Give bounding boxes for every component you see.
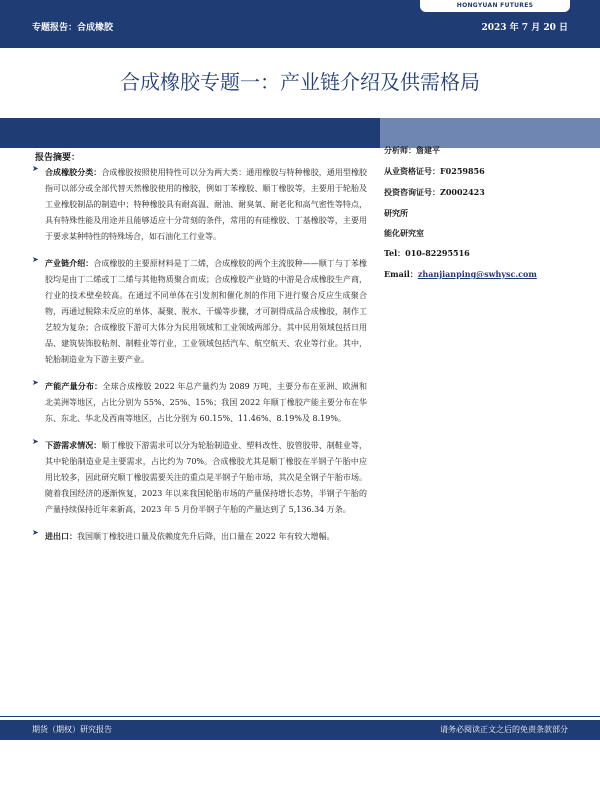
tel-label: Tel： bbox=[384, 248, 406, 258]
license-value: F0259856 bbox=[440, 166, 485, 176]
consult-value: Z0002423 bbox=[440, 187, 485, 197]
analyst-info bbox=[384, 140, 584, 285]
license-label: 从业资格证号： bbox=[384, 166, 440, 176]
summary-paragraph bbox=[45, 528, 367, 545]
arrow-bullet-icon: ➤ bbox=[32, 528, 39, 537]
tel-row bbox=[384, 243, 584, 264]
department: 研究所 bbox=[384, 208, 408, 218]
arrow-bullet-icon: ➤ bbox=[32, 437, 39, 446]
item-heading: 产业链介绍： bbox=[45, 258, 94, 268]
item-heading: 下游需求情况： bbox=[45, 440, 102, 450]
footer-left: 期货（期权）研究报告 bbox=[32, 725, 112, 734]
footer-divider bbox=[0, 716, 600, 717]
arrow-bullet-icon: ➤ bbox=[32, 255, 39, 264]
email-label: Email： bbox=[384, 269, 418, 279]
email-link[interactable]: zhanjianping@swhysc.com bbox=[417, 269, 537, 279]
logo-text: HONGYUAN FUTURES bbox=[456, 2, 534, 9]
item-text: 合成橡胶的主要原材料是丁二烯，合成橡胶的两个主流胶种——顺丁与丁苯橡胶均是由丁二烯或丁二烯与其他物质聚合而成；合成橡胶产业链的中游是合成橡胶生产商，行业的技术壁垒较高。在通过不同单体在引发剂和催化剂的作用下进行聚合反应生成聚合物，再通过脱除未反应的单体、凝聚、脱水、干燥等步骤，才可制得成品合成橡胶，制作工艺较为复杂；合成橡胶下游可大体分为民用领域和工业领域两部分。其中民用领域包括日用品、建筑装饰胶粘剂、制鞋业等行业，工业领域包括汽车、航空航天、农业等行业。其中，轮胎制造业为下游主要产业。 bbox=[45, 259, 368, 364]
summary-item bbox=[32, 528, 367, 545]
item-text: 合成橡胶按照使用特性可以分为两大类：通用橡胶与特种橡胶，通用型橡胶指可以部分或全部代替天然橡胶使用的橡胶，例如丁苯橡胶、顺丁橡胶等，主要用于轮胎及工业橡胶制品的制造中；特种橡胶具有耐高温、耐油、耐臭氧、耐老化和高气密性等特点，具有特殊性能及用途并且能够适应十分苛刻的条件，常用的有硅橡胶、丁基橡胶等，主要用于要求某种特性的特殊场合，如石油化工行业等。 bbox=[45, 168, 367, 241]
item-heading: 产能产量分布： bbox=[45, 381, 103, 391]
report-type: 专题报告：合成橡胶 bbox=[32, 23, 114, 33]
summary-paragraph bbox=[45, 437, 367, 518]
item-heading: 合成橡胶分类： bbox=[45, 167, 102, 177]
team: 能化研究室 bbox=[384, 228, 424, 238]
item-text: 我国顺丁橡胶进口量及依赖度先升后降，出口量在 2022 年有较大增幅。 bbox=[77, 532, 335, 541]
page-title: 合成橡胶专题一：产业链介绍及供需格局 bbox=[120, 70, 480, 94]
item-text: 顺丁橡胶下游需求可以分为轮胎制造业、塑料改性、胶管胶带、制鞋业等，其中轮胎制造业是主要需求，占比约为 70%。合成橡胶尤其是顺丁橡胶在半钢子午胎中应用比较多，因此研究顺丁橡胶需要关注的重点是半钢子午胎市场，其次是全钢子午胎市场。随着我国经济的逐渐恢复，2023 年以来我国轮胎市场的产量保持增长态势，半钢子午胎的产量持续保持近年来新高，2023 年 5 月份半钢子午胎的产量达到了 5,136.34 万条。 bbox=[45, 441, 367, 514]
item-text: 全球合成橡胶 2022 年总产量约为 2089 万吨，主要分布在亚洲、欧洲和北美洲等地区，占比分别为 55%、25%、15%；我国 2022 年顺丁橡胶产能主要分布在华东、东北、华北及西南等地区，占比分别为 60.15%、11.46%、8.19%及 8.19%。 bbox=[45, 382, 368, 423]
summary-heading: 报告摘要： bbox=[35, 153, 81, 163]
footer-disclaimer: 请务必阅读正文之后的免责条款部分 bbox=[440, 725, 568, 734]
license-row bbox=[384, 161, 584, 182]
company-logo bbox=[420, 0, 570, 12]
arrow-bullet-icon: ➤ bbox=[32, 164, 39, 173]
summary-item bbox=[32, 255, 368, 368]
arrow-bullet-icon: ➤ bbox=[32, 378, 39, 387]
analyst-row bbox=[384, 140, 584, 161]
summary-item bbox=[32, 164, 367, 245]
summary-item bbox=[32, 378, 368, 427]
consult-row bbox=[384, 182, 584, 203]
report-date: 2023 年 7 月 20 日 bbox=[481, 23, 568, 33]
footer-bar bbox=[0, 720, 600, 740]
consult-label: 投资咨询证号： bbox=[384, 187, 440, 197]
summary-content bbox=[32, 164, 368, 555]
item-heading: 进出口： bbox=[45, 531, 77, 541]
summary-paragraph bbox=[45, 164, 367, 245]
analyst-label: 分析师： bbox=[384, 145, 416, 155]
summary-item bbox=[32, 437, 367, 518]
summary-paragraph bbox=[45, 378, 367, 427]
tel-value: 010-82295516 bbox=[405, 248, 470, 258]
email-row bbox=[384, 264, 584, 285]
summary-paragraph bbox=[45, 255, 367, 368]
analyst-name: 詹建平 bbox=[416, 145, 440, 155]
